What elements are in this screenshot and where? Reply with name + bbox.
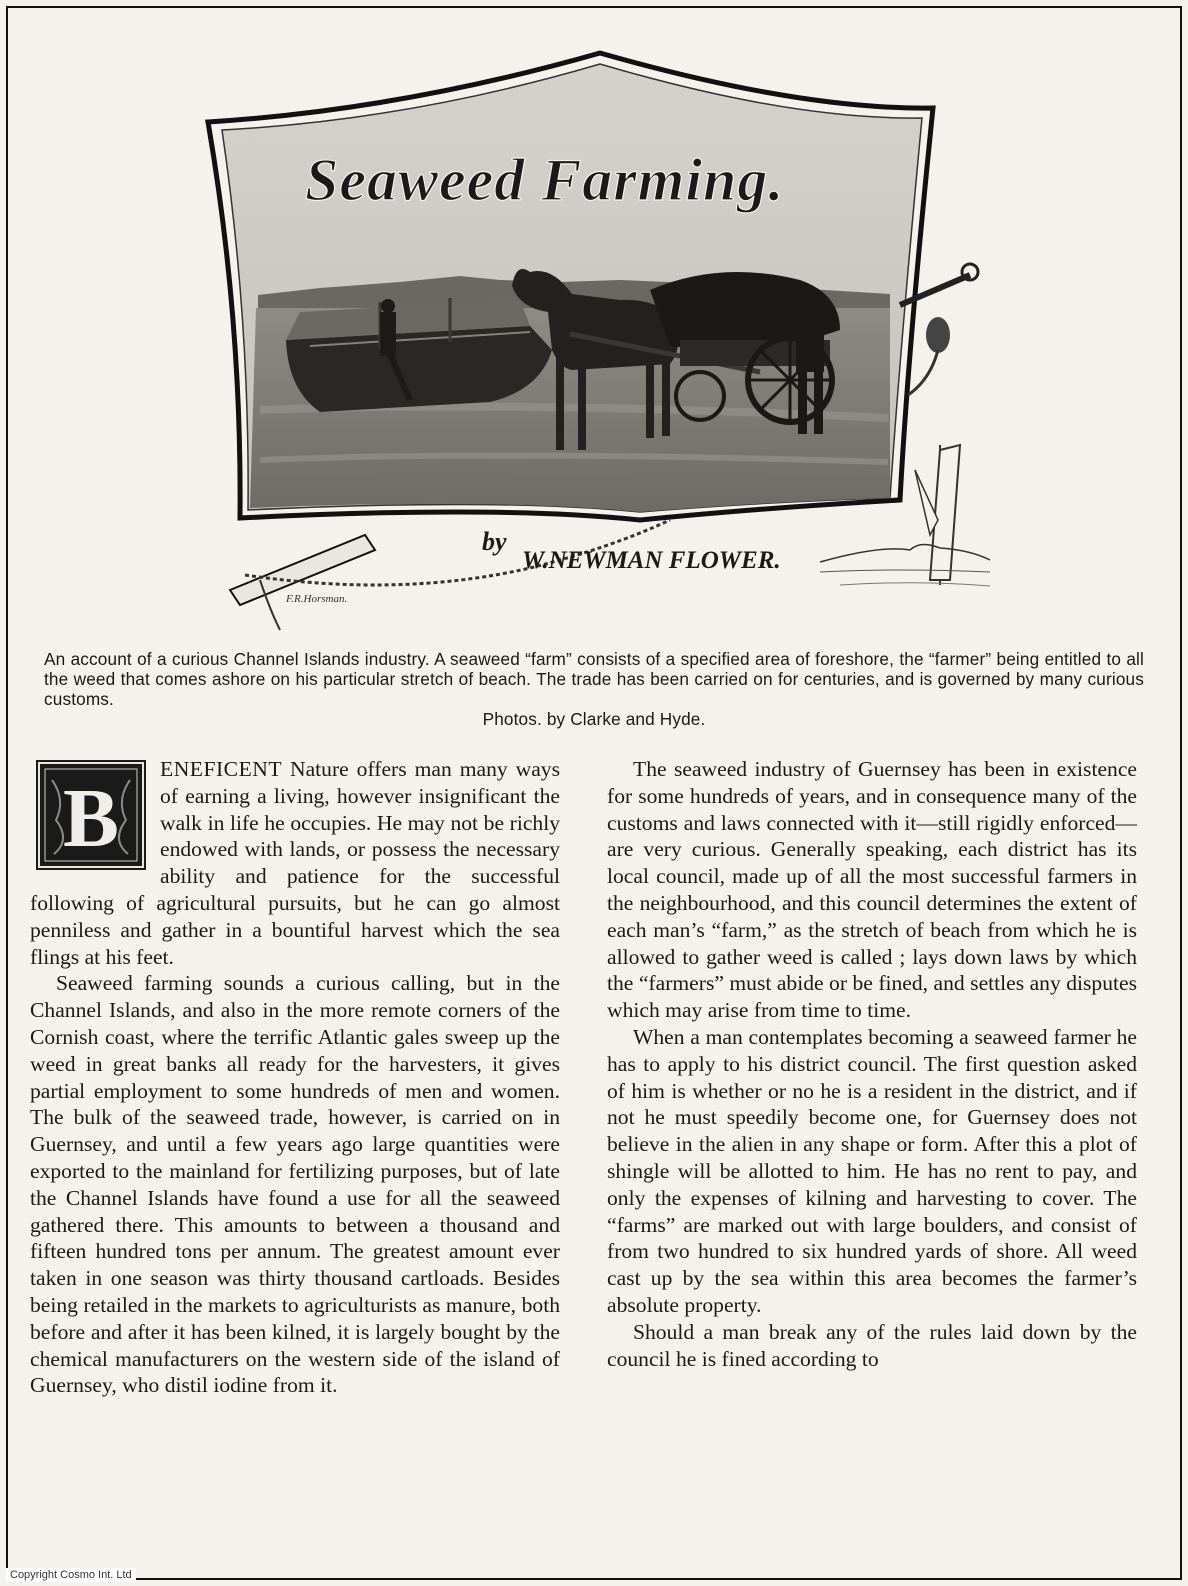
paragraph-2: Seaweed farming sounds a curious calling, but in the Channel Islands, and also in the more remote corners of the Cornish coast, where the terrific Atlantic gales sweep up the weed in great banks all ready for the harvesters, it gives partial employment to some hundreds of men and women. The bulk of the seaweed trade, however, is carried on in Guernsey, and until a few years ago large quantities were exported to the mainland for fertilizing purposes, but of late the Channel Islands have found a use for all the seaweed gathered there. This amounts to between a thousand and fifteen hundred tons per annum. The greatest amount ever taken in one season was thirty thousand cartloads. Besides being retailed in the markets to agriculturists as manure, both before and after it has been kilned, it is largely bought by the chemical manufacturers on the western side of the island of Guernsey, who distil iodine from it. [30, 971, 560, 1398]
dropcap-ornament [36, 760, 146, 870]
paragraph-1-text: Nature offers man many ways of earning a living, however insignificant the walk in life he occupies. He may not be richly endowed with lands, or possess the necessary ability and patience for the successful following of agricultural pursuits, but he can go almost penniless and gather in a bountiful harvest which the sea flings at his feet. [30, 757, 560, 969]
copyright-notice: Copyright Cosmo Int. Ltd [6, 1568, 136, 1582]
article-intro [44, 649, 1144, 729]
dropcap-letter: B [62, 772, 120, 865]
author-name: W.NEWMAN FLOWER. [522, 547, 781, 574]
header-illustration-svg [200, 50, 1000, 640]
column-right [607, 756, 1137, 1372]
header-illustration [200, 50, 1000, 640]
paragraph-3: The seaweed industry of Guernsey has been in existence for some hundreds of years, and in consequence many of the customs and laws connected with it—still rigidly enforced—are very curious. Generally speaking, each district has its local council, made up of all the most successful farmers in the neighbourhood, and this council determines the extent of each man’s “farm,” as the stretch of beach from which he is allowed to gather weed is called ; lays down laws by which the “farmers” must abide or be fined, and settles any disputes which may arise from time to time. [607, 757, 1137, 1023]
article-title: Seaweed Farming. [305, 147, 785, 213]
paragraph-5: Should a man break any of the rules laid down by the council he is fined according to [607, 1319, 1137, 1371]
paragraph-1 [30, 756, 560, 970]
column-left [30, 756, 560, 1399]
paragraph-4: When a man contemplates becoming a seaweed farmer he has to apply to his district council. The first question asked of him is whether or no he is a resident in the district, and if not he must speedily become one, for Guernsey does not believe in the alien in any shape or form. After this a plot of shingle will be allotted to him. He has no rent to pay, and only the expenses of kilning and harvesting to cover. The “farms” are marked out with large boulders, and consist of from two hundred to six hundred yards of shore. All weed cast up by the sea within this area becomes the farmer’s absolute property. [607, 1024, 1137, 1317]
intro-text: An account of a curious Channel Islands industry. A seaweed “farm” consists of a specified area of foreshore, the “farmer” being entitled to all the weed that comes ashore on his particular stretch of beach. The trade has been carried on for centuries, and is governed by many curious customs. [44, 649, 1144, 709]
photo-credits: Photos. by Clarke and Hyde. [482, 709, 706, 729]
illustrator-signature: F.R.Horsman. [286, 593, 348, 605]
byline-prefix: by [482, 527, 507, 556]
first-word-rest: ENEFICENT [160, 757, 283, 781]
